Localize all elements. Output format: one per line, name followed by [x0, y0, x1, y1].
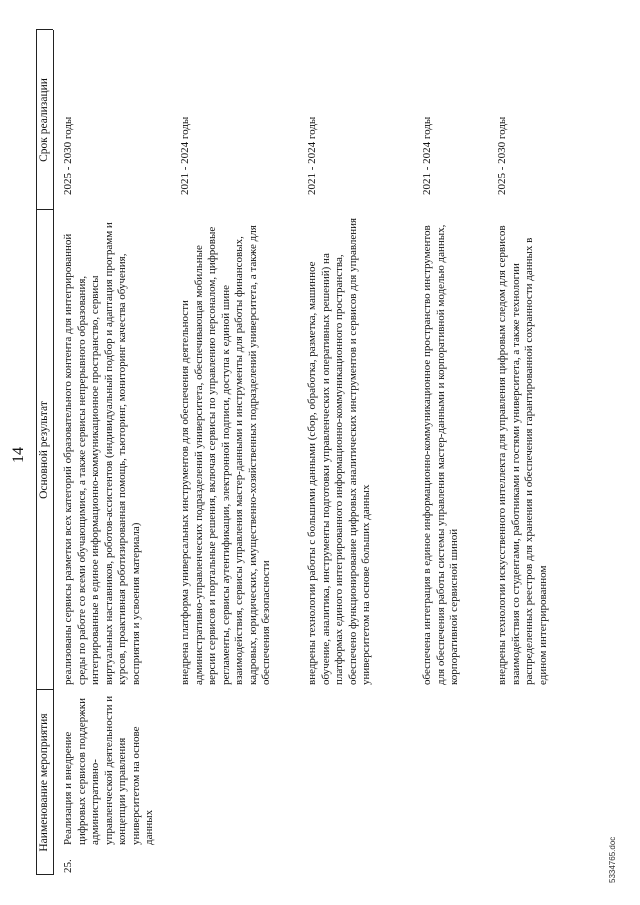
- result-text-3: внедрены технологии работы с большими данными (сбор, обработка, разметка, машинное обучение, аналитика, инструменты подготовки управленческих и оперативных решений) на платформах единого интегрированного информационно-коммуникационного пространства, обеспечено функционирование цифровых аналитических инструментов и сервисов для управления университетом на основе больших данных: [306, 217, 372, 685]
- result-text-1: реализованы сервисы разметки всех категорий образовательного контента для интегрированной среды по работе со всеми обучающимися, а также сервисы непрерывного образования, интегрированные в единое информационно-коммуникационное пространство, сервисы виртуальных наставников, роботов-ассистентов (индивидуальный подбор и адаптация программ и курсов, проактивная роботизированная помощь, тьюторинг, мониторинг качества обучения, восприятия и усвоения материала): [62, 222, 142, 685]
- header-result: Основной результат: [38, 401, 50, 499]
- row-measure-name: Реализация и внедрение цифровых сервисов поддержки административно-управленческой деятельности и концепции управления университетом на основе данных: [62, 695, 155, 845]
- rotated-landscape-content: [8, 25, 618, 885]
- result-period-3: 2021 - 2024 годы: [306, 116, 318, 195]
- result-text-2: внедрена платформа универсальных инструментов для обеспечения деятельности административно-управленческих подразделений университета, обеспечивающая мобильные версии сервисов и портальные решения, включая сервисы по управлению персоналом, цифровые регламенты, сервисы аутентификации, электронной подписи, доступа к единой шине взаимодействия, сервисы управления мастер-данными и инструменты для работы финансовых, кадровых, юридических, имущественно-хозяйственных подразделений университета, а также для обеспечения безопасности: [179, 225, 272, 685]
- header-name: Наименование мероприятия: [38, 713, 50, 852]
- result-period-4: 2021 - 2024 годы: [421, 116, 433, 195]
- result-period-1: 2025 - 2030 годы: [62, 116, 74, 195]
- header-period: Срок реализации: [38, 78, 50, 162]
- result-period-2: 2021 - 2024 годы: [179, 116, 191, 195]
- page-number: 14: [10, 447, 27, 463]
- document-code: 5334765.doc: [608, 836, 617, 883]
- row-number: 25.: [62, 859, 74, 873]
- result-text-5: внедрены технологии искусственного интеллекта для управления цифровым следом для сервисов взаимодействия со студентами, работниками и гостями университета, а также технологии распределенных реестров для хранения и обеспечения гарантированной сохранности данных в едином интегрированном: [496, 225, 549, 685]
- result-period-5: 2025 - 2030 годы: [496, 116, 508, 195]
- measures-table: [36, 30, 601, 875]
- result-text-4: обеспечена интеграция в единое информационно-коммуникационное пространство инструментов для обеспечения работы системы управления мастер-данными и корпоративной моделью данных, корпоративной сервисной шиной: [421, 224, 460, 685]
- header-bottom-border: [53, 30, 54, 875]
